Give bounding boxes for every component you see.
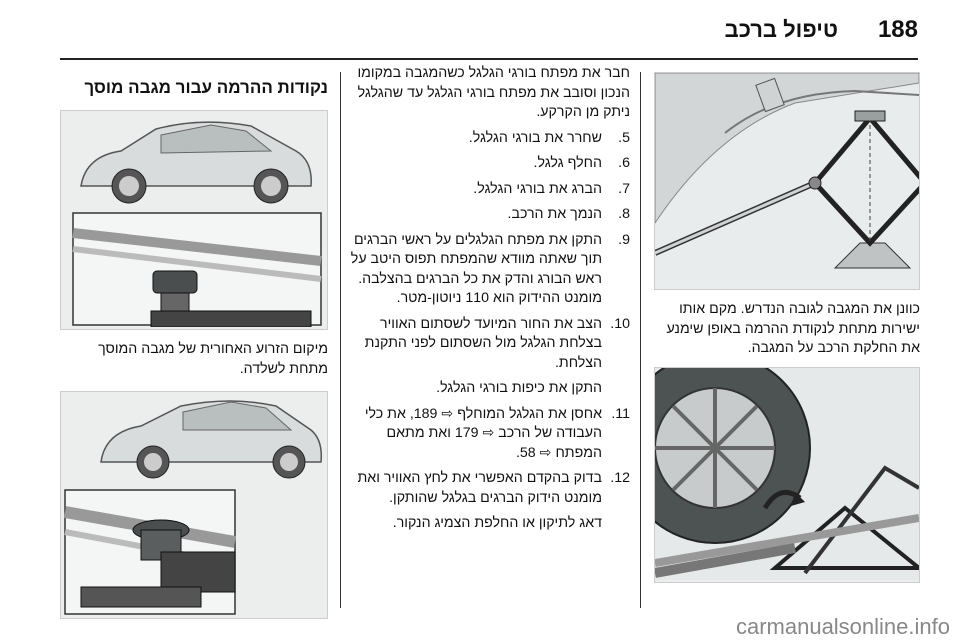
step-text: החלף גלגל. [533, 155, 602, 171]
step-number: 11. [611, 405, 630, 422]
lift-caption: מיקום הזרוע האחורית של מגבה המוסך מתחת לשלדה. [98, 341, 328, 377]
page-number: 188 [877, 16, 918, 43]
rear-lift-point-figure [60, 391, 328, 619]
step-item [350, 379, 630, 399]
step-item [350, 231, 630, 309]
step-text: אחסן את הגלגל המוחלף ⇨ 189, את כלי העבודה של הרכב ⇨ 179 ואת מתאם המפתח ⇨ 58. [364, 405, 602, 461]
step-number: 7. [618, 180, 630, 197]
column-divider [640, 72, 641, 608]
step-text: הנמך את הרכב. [507, 206, 602, 222]
step-item [350, 180, 630, 200]
step-text: דאג לתיקון או החלפת הצמיג הנקור. [392, 515, 602, 531]
step-text: הברג את בורגי הגלגל. [473, 180, 602, 197]
crank-illustration [655, 368, 919, 580]
intro-paragraph: חבר את מפתח בורגי הגלגל כשהמגבה במקומו הנכון וסובב את מפתח בורגי הגלגל עד שהגלגל ניתק מן הקרקע. [357, 65, 630, 120]
watermark: carmanualsonline.info [735, 614, 950, 639]
step-text: התקן את מפתח הגלגלים על ראשי הברגים תוך שאתה מוודא שהמפתח תפוס היטב על ראש הבורג והדק את כל הברגים בהצלבה. מומנט ההידוק הוא 110 ניוטון-מטר. [350, 231, 602, 306]
step-text: הצב את החור המיועד לשסתום האוויר בצלחת הגלגל מול השסתום לפני התקנת הצלחת. [364, 315, 602, 371]
jack-crank-figure [654, 367, 920, 583]
step-item [350, 405, 630, 464]
step-text: התקן את כיפות בורגי הגלגל. [436, 380, 602, 396]
step-number: 10. [610, 315, 630, 332]
step-number: 12. [610, 470, 630, 486]
step-number: 9. [618, 231, 630, 248]
instructions-column [350, 64, 630, 540]
step-item [350, 154, 630, 174]
jack-illustration [655, 73, 919, 287]
section-title: נקודות ההרמה עבור מגבה מוסך [84, 78, 328, 97]
header-rule [60, 58, 918, 60]
jack-caption: כוונן את המגבה לגובה הנדרש. מקם אותו ישירות מתחת לנקודת ההרמה באופן שימנע את החלקת הרכב על המגבה. [666, 301, 920, 356]
chapter-title: טיפול ברכב [724, 17, 838, 42]
page-header [0, 0, 960, 60]
step-number: 6. [618, 155, 630, 171]
car-rear-lift-illustration [61, 392, 327, 616]
car-lift-illustration [61, 111, 327, 327]
step-text: בדוק בהקדם האפשרי את לחץ האוויר ואת מומנט הידוק הברגים בגלגל שהותקן. [357, 470, 602, 506]
lift-points-column [60, 72, 328, 619]
step-item [350, 315, 630, 374]
step-number: 5. [618, 129, 630, 146]
step-list [350, 129, 630, 534]
step-item [350, 129, 630, 149]
front-lift-point-figure [60, 110, 328, 330]
column-divider [340, 72, 341, 608]
step-text: שחרר את בורגי הגלגל. [468, 129, 602, 146]
step-item [350, 514, 630, 534]
step-number [602, 514, 630, 534]
jack-under-vehicle-figure [654, 72, 920, 290]
right-column [654, 72, 920, 583]
step-number: 8. [618, 206, 630, 222]
step-number [602, 379, 630, 399]
step-item [350, 205, 630, 225]
step-item [350, 469, 630, 508]
